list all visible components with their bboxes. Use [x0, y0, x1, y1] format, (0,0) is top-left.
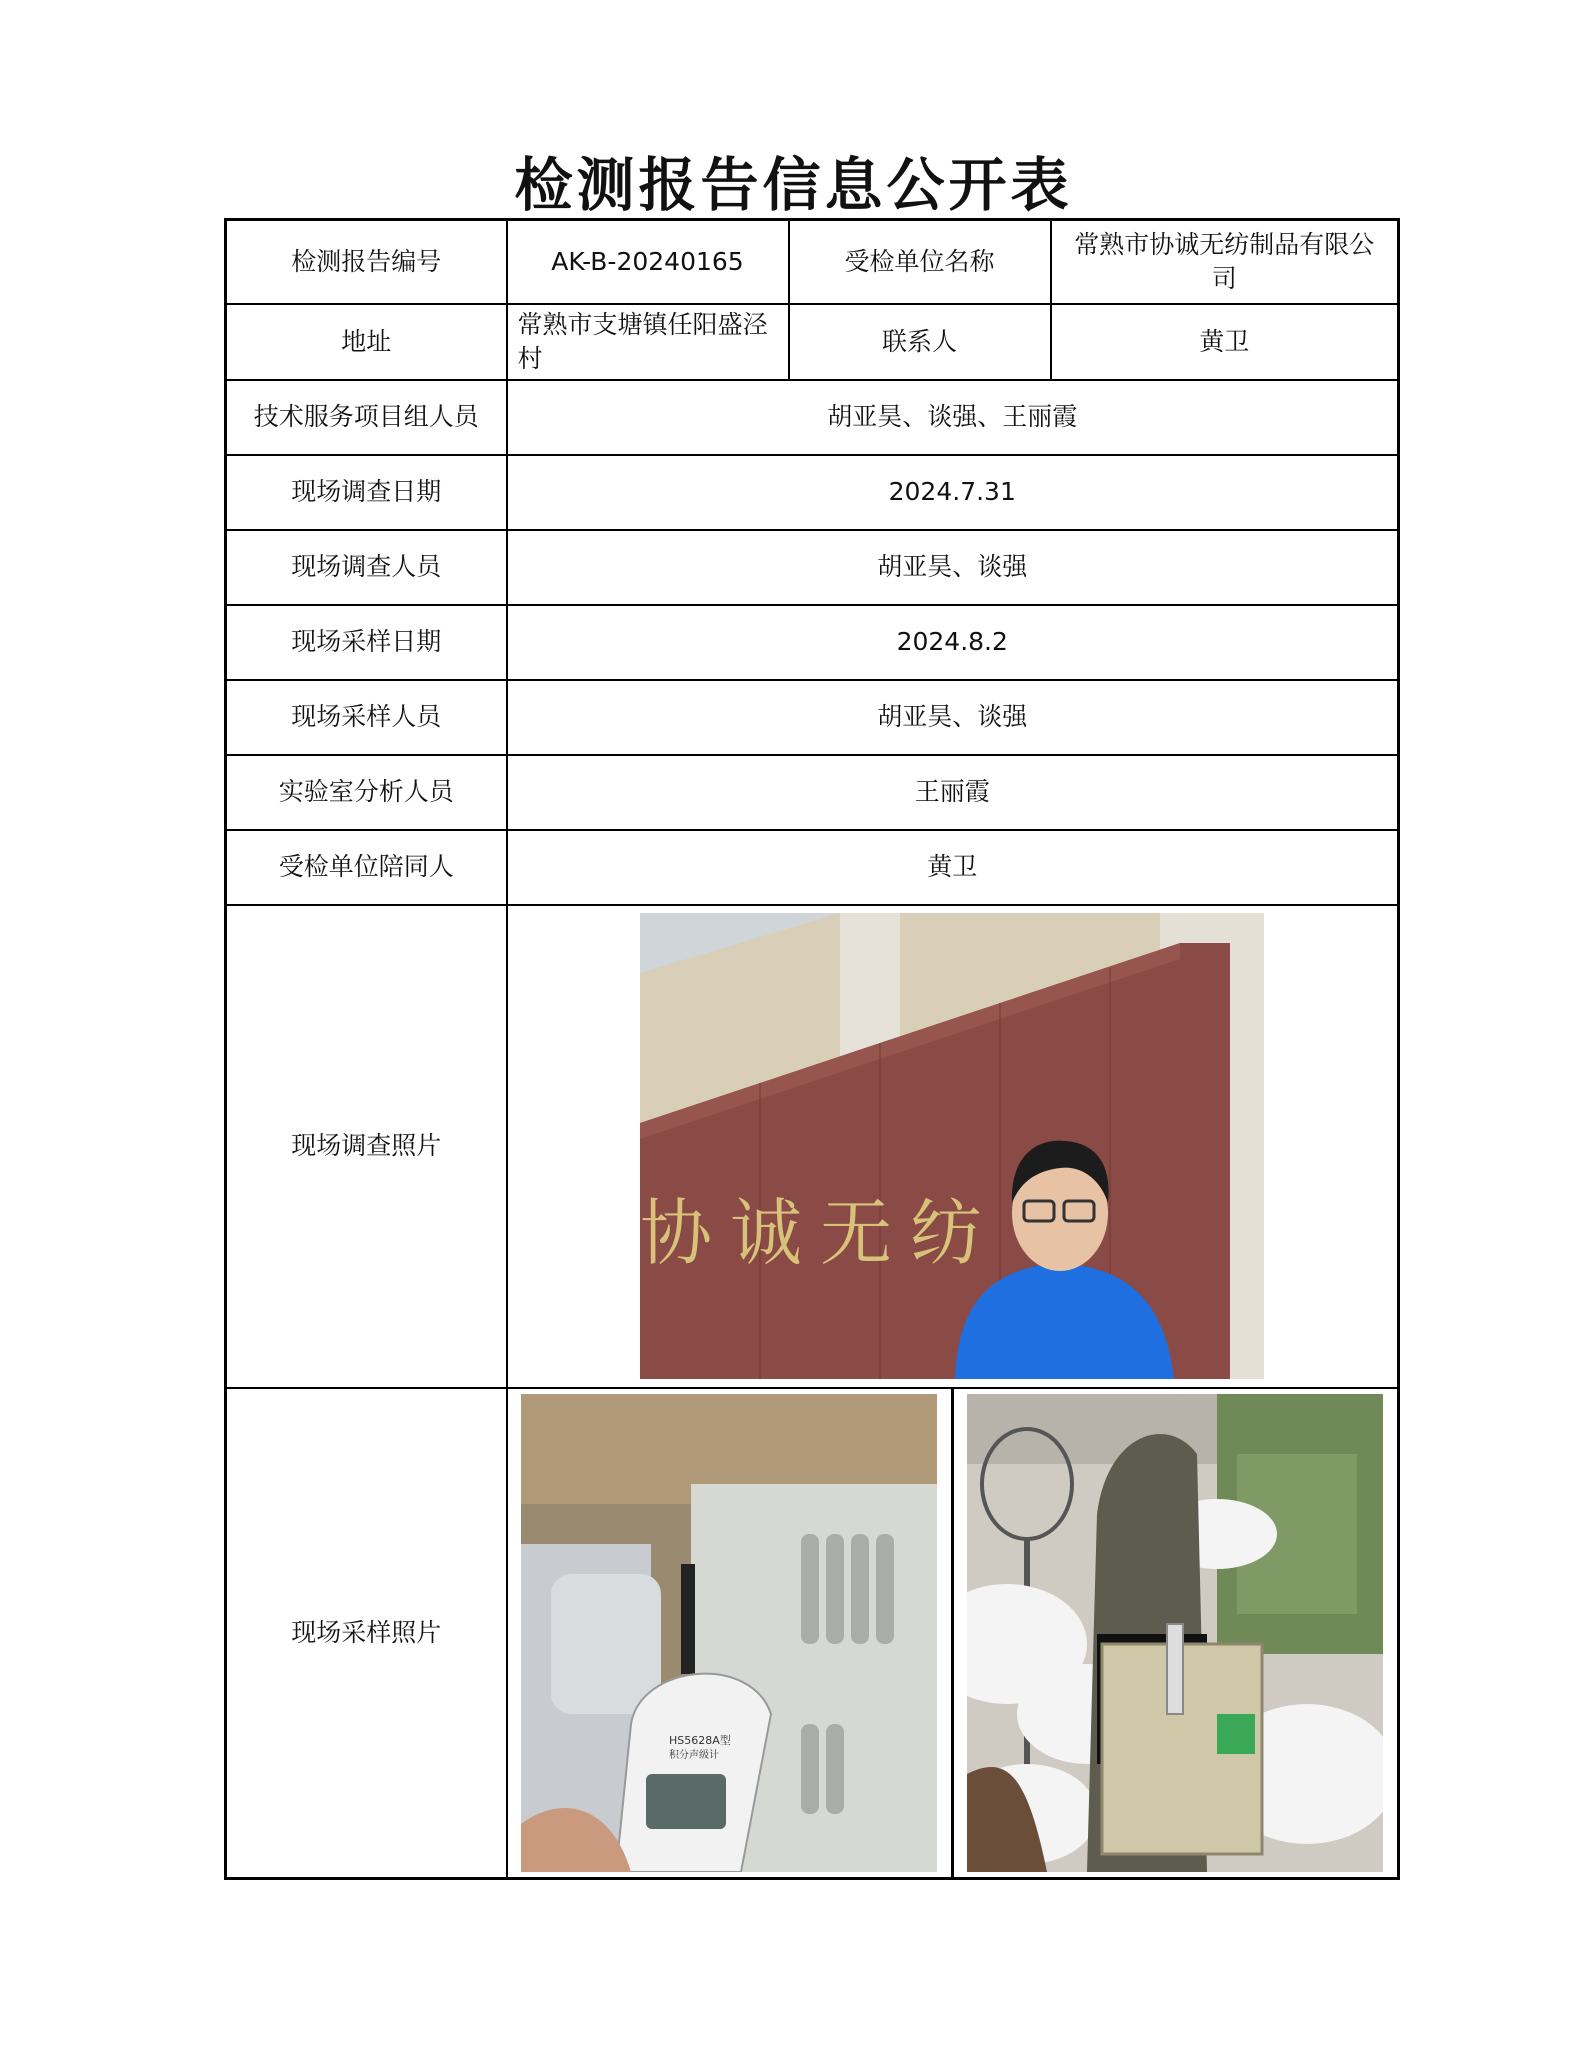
table-row: [226, 755, 1399, 830]
sampling-date-label: 现场采样日期: [226, 605, 507, 680]
table-row: [226, 1388, 1399, 1879]
report-no-label: 检测报告编号: [226, 220, 507, 304]
lab-staff-label: 实验室分析人员: [226, 755, 507, 830]
team-value: 胡亚昊、谈强、王丽霞: [507, 380, 1399, 455]
table-row: [226, 304, 1399, 380]
sampling-staff-value: 胡亚昊、谈强: [507, 680, 1399, 755]
sampling-staff-label: 现场采样人员: [226, 680, 507, 755]
address-label: 地址: [226, 304, 507, 380]
meter-label: HS5628A型: [669, 1733, 731, 1747]
table-row: [226, 530, 1399, 605]
lab-staff-value: 王丽霞: [507, 755, 1399, 830]
sampling-photo-left: [521, 1394, 937, 1872]
survey-photo: [640, 913, 1264, 1379]
sampling-date-value: 2024.8.2: [507, 605, 1399, 680]
page-title: 检测报告信息公开表: [514, 151, 1073, 219]
table-row: [226, 220, 1399, 304]
table-row: [226, 380, 1399, 455]
report-table: [224, 218, 1400, 1880]
sign-text: 协诚无纺: [640, 1191, 1001, 1275]
contact-label: 联系人: [789, 304, 1051, 380]
unit-name-value: 常熟市协诚无纺制品有限公司: [1051, 220, 1399, 304]
sampling-photo-right: [967, 1394, 1383, 1872]
table-row: [226, 605, 1399, 680]
companion-value: 黄卫: [507, 830, 1399, 905]
table-row: [226, 830, 1399, 905]
team-label: 技术服务项目组人员: [226, 380, 507, 455]
survey-date-label: 现场调查日期: [226, 455, 507, 530]
sampling-photo-label: 现场采样照片: [226, 1388, 507, 1879]
companion-label: 受检单位陪同人: [226, 830, 507, 905]
table-row: [226, 680, 1399, 755]
contact-value: 黄卫: [1051, 304, 1399, 380]
survey-staff-label: 现场调查人员: [226, 530, 507, 605]
survey-photo-label: 现场调查照片: [226, 905, 507, 1388]
survey-date-value: 2024.7.31: [507, 455, 1399, 530]
survey-staff-value: 胡亚昊、谈强: [507, 530, 1399, 605]
report-no-value: AK-B-20240165: [507, 220, 789, 304]
meter-sub: 积分声级计: [669, 1749, 720, 1761]
table-row: [226, 455, 1399, 530]
address-value: 常熟市支塘镇任阳盛泾村: [507, 304, 789, 380]
table-row: [226, 905, 1399, 1388]
unit-name-label: 受检单位名称: [789, 220, 1051, 304]
